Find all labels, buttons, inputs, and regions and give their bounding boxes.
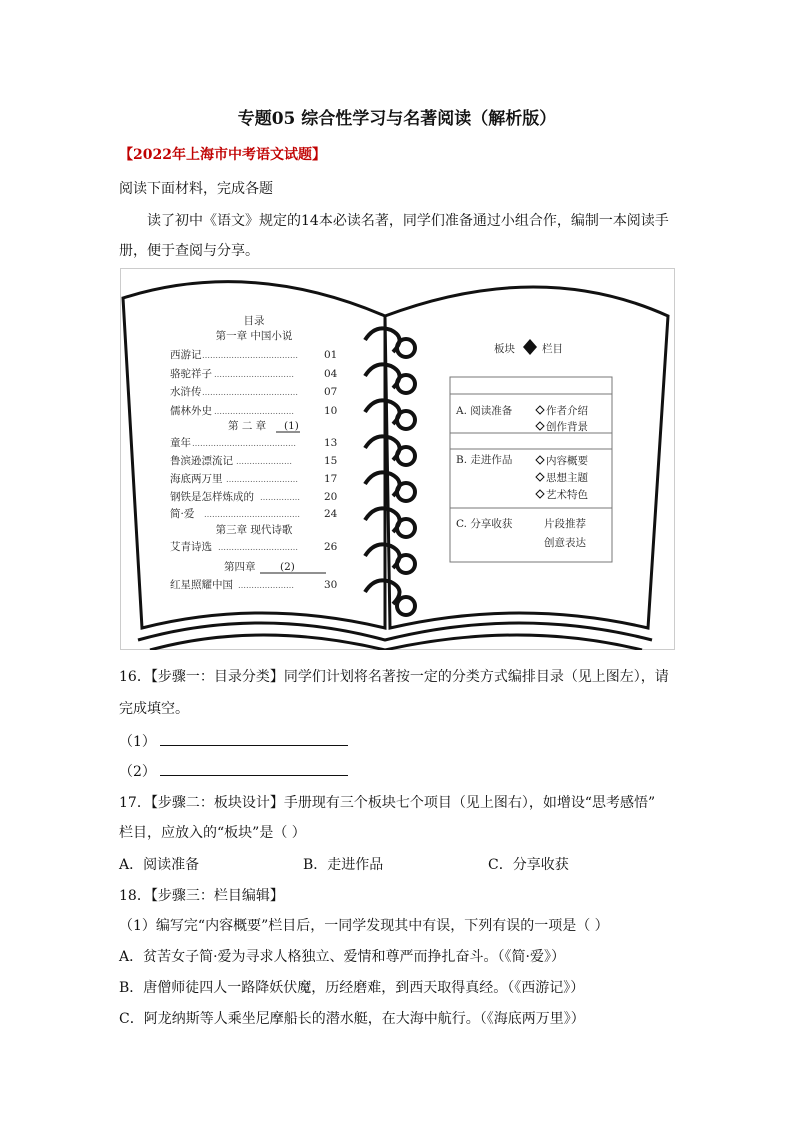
toc-chapter-2: 第 二 章 bbox=[228, 420, 267, 432]
svg-text:…………………: ………………… bbox=[238, 581, 294, 590]
intro-line-2: 册，便于查阅与分享。 bbox=[119, 243, 259, 259]
block-item: 片段推荐 bbox=[544, 518, 586, 530]
toc-entry-name: 钢铁是怎样炼成的 bbox=[170, 491, 254, 503]
book-illustration bbox=[120, 268, 675, 650]
intro-line-1: 读了初中《语文》规定的14本必读名著，同学们准备通过小组合作，编制一本阅读手 bbox=[147, 213, 669, 229]
block-item: 内容概要 bbox=[546, 455, 588, 467]
toc-entry-name: 童年 bbox=[170, 437, 191, 449]
block-c-name: C. 分享收获 bbox=[456, 518, 513, 530]
toc-entry-page: 10 bbox=[324, 405, 338, 417]
right-page bbox=[385, 287, 668, 628]
svg-text:…………………………: ………………………… bbox=[218, 543, 298, 552]
toc-entry-name: 艾青诗选 bbox=[170, 541, 212, 553]
toc-entry-page: 30 bbox=[324, 579, 338, 591]
q18-option-c: C．阿龙纳斯等人乘坐尼摩船长的潜水艇，在大海中航行。（《海底两万里》） bbox=[119, 1011, 585, 1027]
svg-text:…………………………: ………………………… bbox=[214, 407, 294, 416]
block-item: 作者介绍 bbox=[546, 405, 588, 417]
q17-option-a: A．阅读准备 bbox=[119, 857, 200, 873]
block-b-name: B. 走进作品 bbox=[456, 454, 513, 466]
instruction: 阅读下面材料，完成各题 bbox=[119, 181, 273, 197]
toc-entry-page: 17 bbox=[324, 473, 338, 485]
toc-entry-name: 儒林外史 bbox=[170, 405, 212, 417]
q18-sub: （1）编写完“内容概要”栏目后，一同学发现其中有误，下列有误的一项是（ ） bbox=[119, 918, 609, 934]
q16-line-1: 16．【步骤一：目录分类】同学们计划将名著按一定的分类方式编排目录（见上图左），请 bbox=[119, 669, 669, 685]
toc-entry-name: 西游记 bbox=[170, 349, 202, 361]
toc-entry-name: 简·爱 bbox=[170, 508, 195, 520]
toc-chapter-1: 第一章 中国小说 bbox=[215, 330, 293, 342]
chapter-2-blank: (1) bbox=[284, 420, 299, 432]
q17-line-2: 栏目，应放入的“板块”是（ ） bbox=[119, 825, 306, 841]
svg-text:…………………………: ………………………… bbox=[214, 370, 294, 379]
block-item: 思想主题 bbox=[546, 472, 588, 484]
page-title: 专题05 综合性学习与名著阅读（解析版） bbox=[237, 109, 557, 129]
q16-blank-2-label: （2） bbox=[119, 764, 156, 780]
toc-chapter-4: 第四章 bbox=[224, 561, 256, 573]
header-block-label: 板块 bbox=[494, 343, 515, 355]
q18-title: 18．【步骤三：栏目编辑】 bbox=[119, 888, 284, 904]
answer-line bbox=[160, 760, 348, 776]
q17-line-1: 17．【步骤二：板块设计】手册现有三个板块七个项目（见上图右），如增设“思考感悟” bbox=[119, 795, 656, 811]
toc-entry-name: 海底两万里 bbox=[170, 473, 223, 485]
q16-blank-1-label: （1） bbox=[119, 734, 156, 750]
svg-text:……………: …………… bbox=[260, 493, 300, 502]
q18-option-a: A．贫苦女子简·爱为寻求人格独立、爱情和尊严而挣扎奋斗。（《简·爱》） bbox=[119, 949, 566, 965]
block-item: 艺术特色 bbox=[546, 489, 588, 501]
q17-option-b: B．走进作品 bbox=[303, 857, 384, 873]
q16-answer-1 bbox=[119, 730, 348, 751]
q17-option-c: C．分享收获 bbox=[488, 857, 569, 873]
q18-option-b: B．唐僧师徒四人一路降妖伏魔，历经磨难，到西天取得真经。（《西游记》） bbox=[119, 980, 585, 996]
q16-line-2: 完成填空。 bbox=[119, 701, 189, 717]
toc-entry-name: 骆驼祥子 bbox=[170, 368, 212, 380]
toc-entry-page: 24 bbox=[324, 508, 338, 520]
toc-chapter-3: 第三章 现代诗歌 bbox=[215, 524, 293, 536]
toc-entry-name: 红星照耀中国 bbox=[170, 579, 233, 591]
toc-title: 目录 bbox=[243, 315, 265, 327]
svg-text:…………………: ………………… bbox=[236, 457, 292, 466]
block-a-name: A. 阅读准备 bbox=[456, 405, 513, 417]
svg-text:………………………………: ……………………………… bbox=[202, 388, 298, 397]
svg-text:………………………………: ……………………………… bbox=[204, 510, 300, 519]
toc-entry-page: 04 bbox=[324, 368, 338, 380]
svg-text:………………………………: ……………………………… bbox=[202, 351, 298, 360]
source-label: 【2022年上海市中考语文试题】 bbox=[119, 147, 326, 163]
toc-entry-page: 07 bbox=[324, 386, 338, 398]
svg-text:…………………………………: ………………………………… bbox=[192, 439, 296, 448]
toc-entry-page: 26 bbox=[324, 541, 338, 553]
toc-entry-name: 鲁滨逊漂流记 bbox=[170, 455, 233, 467]
block-item: 创作背景 bbox=[546, 421, 588, 433]
header-column-label: 栏目 bbox=[542, 343, 563, 355]
toc-entry-name: 水浒传 bbox=[170, 386, 202, 398]
toc-entry-page: 15 bbox=[324, 455, 338, 467]
block-item: 创意表达 bbox=[544, 537, 586, 549]
toc-entry-page: 01 bbox=[324, 349, 338, 361]
q16-answer-2 bbox=[119, 760, 348, 781]
answer-line bbox=[160, 730, 348, 746]
chapter-4-blank: (2) bbox=[280, 561, 295, 573]
toc-entry-page: 20 bbox=[324, 491, 338, 503]
svg-text:………………………: ……………………… bbox=[226, 475, 298, 484]
toc-entry-page: 13 bbox=[324, 437, 338, 449]
